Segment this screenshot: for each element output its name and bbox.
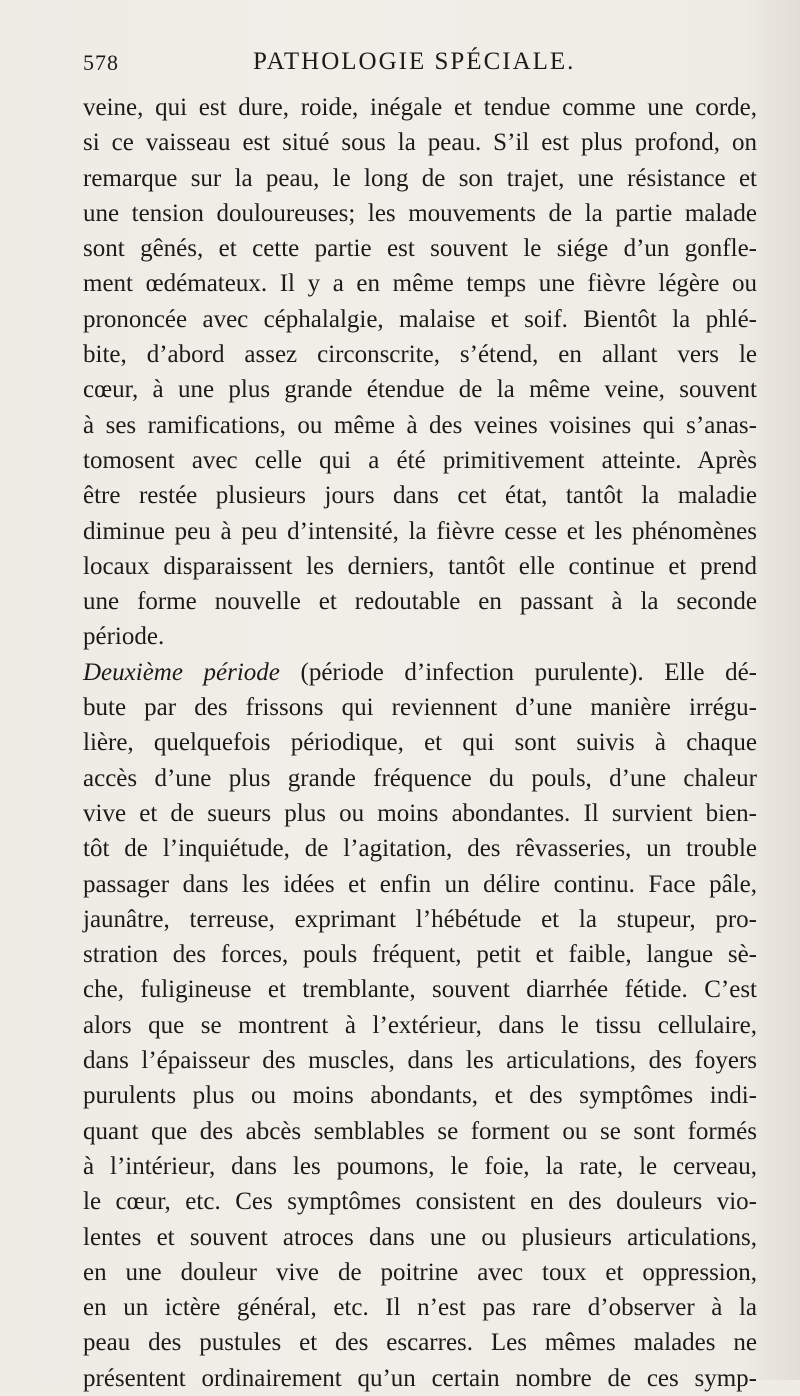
page-number: 578 <box>83 50 119 75</box>
text-line: cœur, à une plus grande étendue de la même veine, souvent <box>83 376 757 404</box>
section-heading-rest: (période d’infection purulente). Elle dé- <box>300 658 757 686</box>
text-line: dans l’épaisseur des muscles, dans les articulations, des foyers <box>83 1047 757 1075</box>
text-line: passager dans les idées et enfin un délire continu. Face pâle, <box>83 870 757 898</box>
text-line: sont gênés, et cette partie est souvent le siége d’un gonfle- <box>83 235 757 263</box>
text-line: stration des forces, pouls fréquent, petit et faible, langue sè- <box>83 941 757 969</box>
text-line: prononcée avec céphalalgie, malaise et soif. Bientôt la phlé- <box>83 305 757 333</box>
text-line: che, fuligineuse et tremblante, souvent diarrhée fétide. C’est <box>83 976 757 1004</box>
text-line: diminue peu à peu d’intensité, la fièvre cesse et les phénomènes <box>83 517 757 545</box>
text-line: une tension douloureuses; les mouvements de la partie malade <box>83 199 757 227</box>
text-line: accès d’une plus grande fréquence du pouls, d’une chaleur <box>83 764 757 792</box>
text-line: en un ictère général, etc. Il n’est pas rare d’observer à la <box>83 1294 757 1322</box>
text-line: présentent ordinairement qu’un certain nombre de ces symp- <box>83 1364 757 1392</box>
text-line: jaunâtre, terreuse, exprimant l’hébétude et la stupeur, pro- <box>83 905 757 933</box>
text-line: vive et de sueurs plus ou moins abondantes. Il survient bien- <box>83 799 757 827</box>
text-line: peau des pustules et des escarres. Les mêmes malades ne <box>83 1329 757 1357</box>
text-line: tomosent avec celle qui a été primitivement atteinte. Après <box>83 446 757 474</box>
body-text <box>83 90 757 1396</box>
text-line: à l’intérieur, dans les poumons, le foie, la rate, le cerveau, <box>83 1152 757 1180</box>
text-line: tôt de l’inquiétude, de l’agitation, des rêvasseries, un trouble <box>83 835 757 863</box>
text-line: ment œdémateux. Il y a en même temps une fièvre légère ou <box>83 270 757 298</box>
text-line: en une douleur vive de poitrine avec toux et oppression, <box>83 1258 757 1286</box>
page-header <box>83 46 753 80</box>
section-heading-line <box>83 655 757 690</box>
text-line: période. <box>83 623 165 651</box>
text-line: à ses ramifications, ou même à des veines voisines qui s’anas- <box>83 411 757 439</box>
text-line: être restée plusieurs jours dans cet état, tantôt la maladie <box>83 482 757 510</box>
text-line: lentes et souvent atroces dans une ou plusieurs articulations, <box>83 1223 757 1251</box>
text-line: purulents plus ou moins abondants, et des symptômes indi- <box>83 1082 757 1110</box>
section-heading: Deuxième période <box>83 658 280 686</box>
text-line: le cœur, etc. Ces symptômes consistent en des douleurs vio- <box>83 1188 757 1216</box>
text-line: lière, quelquefois périodique, et qui sont suivis à chaque <box>83 729 757 757</box>
text-line: alors que se montrent à l’extérieur, dans le tissu cellulaire, <box>83 1011 757 1039</box>
text-line: remarque sur la peau, le long de son trajet, une résistance et <box>83 164 757 192</box>
text-line: locaux disparaissent les derniers, tantôt elle continue et prend <box>83 552 757 580</box>
text-line: veine, qui est dure, roide, inégale et tendue comme une corde, <box>83 94 757 121</box>
text-line: si ce vaisseau est situé sous la peau. S’il est plus profond, on <box>83 129 757 157</box>
text-line: bite, d’abord assez circonscrite, s’étend, en allant vers le <box>83 341 757 369</box>
text-line: bute par des frissons qui reviennent d’une manière irrégu- <box>83 694 757 722</box>
running-title: PATHOLOGIE SPÉCIALE. <box>253 48 576 75</box>
text-line: une forme nouvelle et redoutable en passant à la seconde <box>83 588 757 616</box>
text-line: quant que des abcès semblables se forment ou se sont formés <box>83 1117 757 1145</box>
